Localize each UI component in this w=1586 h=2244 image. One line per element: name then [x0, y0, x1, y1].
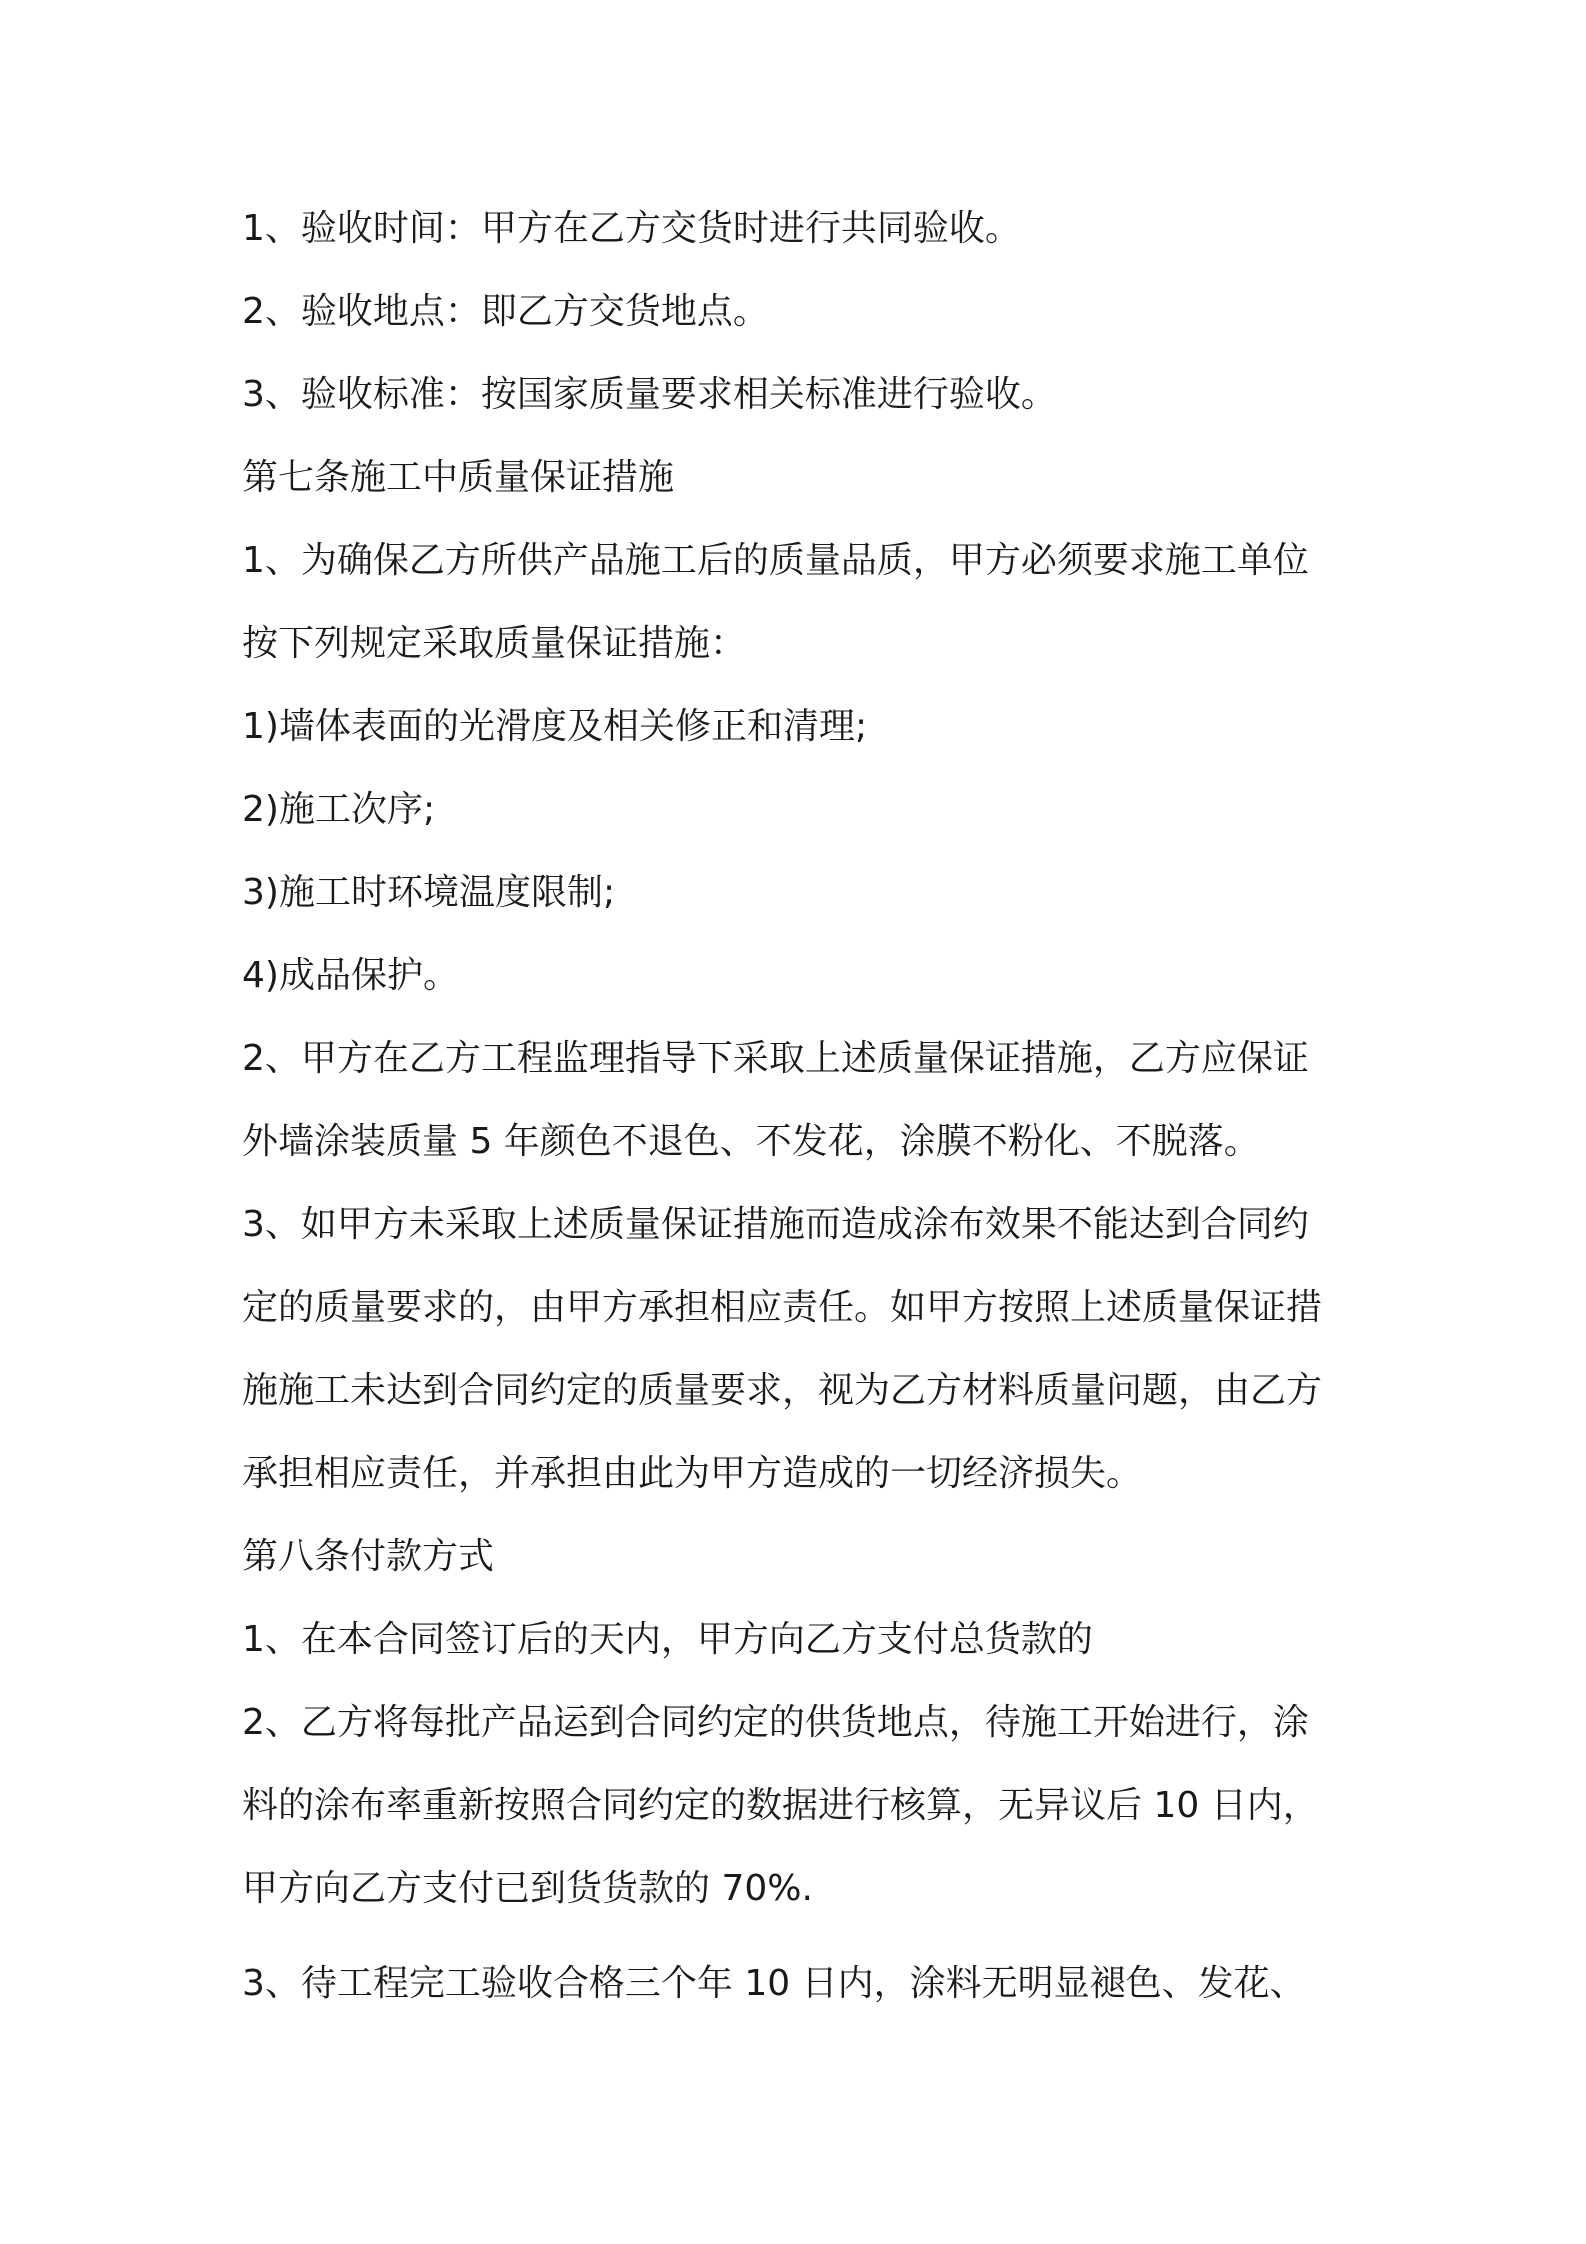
text-line: 3)施工时环境温度限制;: [242, 872, 616, 913]
text-line: 3、验收标准：按国家质量要求相关标准进行验收。: [242, 374, 1057, 415]
text-line: 外墙涂装质量 5 年颜色不退色、不发花，涂膜不粉化、不脱落。: [242, 1121, 1260, 1162]
text-line: 按下列规定采取质量保证措施：: [242, 623, 747, 664]
text-line: 2、甲方在乙方工程监理指导下采取上述质量保证措施，乙方应保证: [242, 1038, 1309, 1079]
text-line: 3、待工程完工验收合格三个年 10 日内，涂料无明显褪色、发花、: [242, 1963, 1306, 2004]
section-heading: 第八条付款方式: [242, 1536, 495, 1577]
text-line: 1、验收时间：甲方在乙方交货时进行共同验收。: [242, 208, 1021, 249]
text-line: 承担相应责任，并承担由此为甲方造成的一切经济损失。: [242, 1453, 1143, 1494]
text-line: 1)墙体表面的光滑度及相关修正和清理;: [242, 706, 868, 747]
text-line: 1、为确保乙方所供产品施工后的质量品质，甲方必须要求施工单位: [242, 540, 1309, 581]
text-line: 2、乙方将每批产品运到合同约定的供货地点，待施工开始进行，涂: [242, 1702, 1309, 1743]
text-line: 定的质量要求的，由甲方承担相应责任。如甲方按照上述质量保证措: [242, 1287, 1323, 1328]
text-line: 1、在本合同签订后的天内，甲方向乙方支付总货款的: [242, 1619, 1093, 1660]
text-line: 4)成品保护。: [242, 955, 459, 996]
text-line: 2)施工次序;: [242, 789, 436, 830]
text-line: 甲方向乙方支付已到货货款的 70%.: [242, 1868, 813, 1909]
section-heading: 第七条施工中质量保证措施: [242, 457, 675, 498]
text-line: 2、验收地点：即乙方交货地点。: [242, 291, 769, 332]
text-line: 料的涂布率重新按照合同约定的数据进行核算，无异议后 10 日内，: [242, 1785, 1319, 1826]
text-line: 施施工未达到合同约定的质量要求，视为乙方材料质量问题，由乙方: [242, 1370, 1323, 1411]
text-line: 3、如甲方未采取上述质量保证措施而造成涂布效果不能达到合同约: [242, 1204, 1309, 1245]
